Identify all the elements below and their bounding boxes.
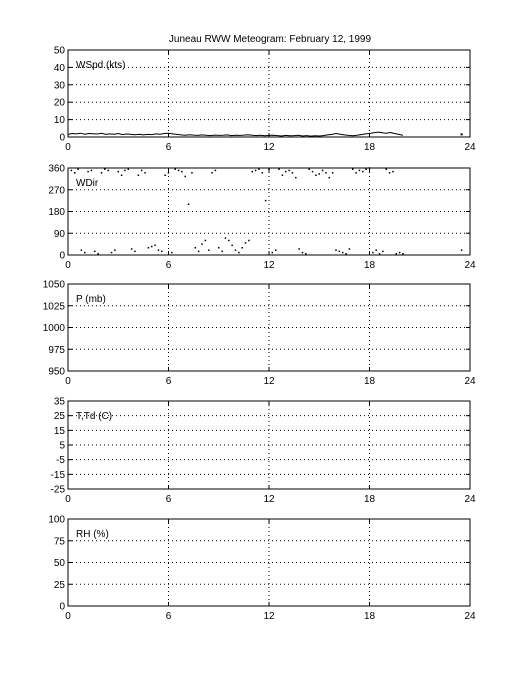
panel-1-xtick-label: 18 (363, 142, 376, 153)
panel-2-data-point (138, 175, 140, 177)
panel-2-ytick-label: 90 (53, 228, 65, 240)
panel-2-data-point (208, 249, 210, 251)
panel-2-data-point (77, 168, 79, 170)
panel-2-data-point (312, 171, 314, 173)
panel-2-xtick-label: 18 (363, 260, 376, 271)
panel-5-xtick-label: 24 (464, 611, 476, 622)
panel-2-data-point (211, 172, 213, 174)
panel-2-ytick-label: 0 (59, 250, 65, 262)
panel-2-data-point (81, 249, 83, 251)
panel-2-data-point (168, 172, 170, 174)
panel-4-xtick-label: 18 (363, 494, 376, 505)
panel-1-series-line (68, 132, 403, 136)
panel-4-ytick-label: -15 (50, 469, 65, 481)
panel-2-data-point (231, 245, 233, 247)
panel-2-data-point (258, 168, 260, 170)
panel-4-xtick-label: 24 (464, 494, 476, 505)
panel-2-data-point (298, 248, 300, 250)
panel-1-ytick-label: 0 (59, 132, 65, 144)
panel-2-data-point (461, 249, 463, 251)
panel-1-series-point (461, 133, 463, 135)
panel-2-data-point (218, 247, 220, 249)
panel-2-xtick-label: 6 (165, 260, 172, 271)
chart-title: Juneau RWW Meteogram: February 12, 1999 (168, 34, 372, 45)
panel-2-xtick-label: 24 (464, 260, 476, 271)
panel-2-data-point (191, 172, 193, 174)
panel-2-data-point (362, 171, 364, 173)
panel-4-ytick-label: -5 (56, 455, 65, 467)
panel-2-xtick-label: 12 (263, 260, 275, 271)
panel-2-data-point (355, 172, 357, 174)
panel-2-data-point (94, 251, 96, 253)
panel-2-data-point (181, 171, 183, 173)
panel-2-data-point (111, 252, 113, 254)
panel-2-data-point (295, 177, 297, 179)
panel-2-data-point (161, 251, 163, 253)
panel-2-data-point (178, 170, 180, 172)
panel-2-data-point (141, 170, 143, 172)
panel-3-xtick-label: 0 (65, 376, 71, 387)
panel-2-data-point (365, 168, 367, 170)
panel-1-label: WSpd (kts) (76, 60, 126, 71)
panel-3-xtick-label: 18 (363, 376, 376, 387)
panel-1-axes-box (68, 50, 470, 137)
panel-2-data-point (107, 170, 109, 172)
panel-2-data-point (322, 170, 324, 172)
panel-2-data-point (396, 253, 398, 255)
panel-2-data-point (174, 168, 176, 170)
panel-2-data-point (288, 170, 290, 172)
panel-2-label: WDir (76, 178, 99, 189)
panel-2-data-point (131, 248, 133, 250)
panel-2-data-point (118, 171, 120, 173)
panel-4-ytick-label: 5 (59, 440, 65, 452)
panel-2-data-point (195, 247, 197, 249)
panel-1-ytick-label: 10 (53, 115, 65, 127)
panel-2-data-point (315, 175, 317, 177)
panel-5-xtick-label: 12 (263, 611, 275, 622)
panel-5-xtick-label: 0 (65, 611, 71, 622)
panel-4-xtick-label: 0 (65, 494, 71, 505)
panel-2-data-point (158, 249, 160, 251)
panel-2-data-point (282, 175, 284, 177)
panel-3-ytick-label: 1050 (42, 279, 65, 291)
panel-2-data-point (128, 168, 130, 170)
panel-2-data-point (325, 172, 327, 174)
panel-1-xtick-label: 0 (65, 142, 71, 153)
panel-2-data-point (154, 245, 156, 247)
panel-5-xtick-label: 18 (363, 611, 376, 622)
panel-2-data-point (148, 247, 150, 249)
panel-4-ytick-label: 25 (53, 411, 65, 423)
panel-2-data-point (399, 252, 401, 254)
panel-2-data-point (386, 168, 388, 170)
panel-2-data-point (272, 252, 274, 254)
panel-3-ytick-label: 1025 (42, 301, 65, 313)
panel-2-data-point (97, 253, 99, 255)
panel-2-data-point (342, 252, 344, 254)
panel-4-ytick-label: 15 (53, 425, 65, 437)
panel-2-data-point (369, 167, 371, 169)
panel-2-data-point (345, 253, 347, 255)
panel-2-data-point (215, 170, 217, 172)
panel-3-xtick-label: 12 (263, 376, 275, 387)
panel-2-ytick-label: 360 (48, 163, 65, 175)
panel-2-data-point (221, 251, 223, 253)
panel-2-data-point (278, 168, 280, 170)
panel-5-label: RH (%) (76, 529, 109, 540)
panel-2-data-point (225, 237, 227, 239)
panel-5-ytick-label: 100 (48, 514, 65, 526)
panel-2-data-point (352, 168, 354, 170)
panel-2-data-point (74, 172, 76, 174)
panel-1-ytick-label: 40 (53, 62, 65, 74)
panel-2-data-point (164, 175, 166, 177)
panel-2-data-point (205, 240, 207, 242)
panel-2-data-point (101, 172, 103, 174)
panel-2-data-point (228, 240, 230, 242)
panel-2-data-point (275, 249, 277, 251)
panel-2-data-point (235, 249, 237, 251)
panel-2-data-point (151, 246, 153, 248)
panel-2-data-point (319, 173, 321, 175)
panel-3-ytick-label: 950 (48, 366, 65, 378)
panel-3-ytick-label: 975 (48, 344, 65, 356)
panel-4-label: T,Td (C) (76, 411, 113, 422)
panel-2-data-point (144, 172, 146, 174)
panel-2-data-point (188, 204, 190, 206)
panel-2-data-point (382, 251, 384, 253)
panel-2-data-point (241, 247, 243, 249)
panel-4-xtick-label: 6 (165, 494, 172, 505)
panel-2-data-point (392, 171, 394, 173)
panel-2-data-point (104, 168, 106, 170)
panel-2-data-point (375, 249, 377, 251)
panel-2-data-point (339, 251, 341, 253)
panel-2-data-point (402, 253, 404, 255)
panel-2-data-point (185, 176, 187, 178)
panel-2-data-point (305, 253, 307, 255)
panel-2-data-point (198, 251, 200, 253)
panel-2-data-point (302, 252, 304, 254)
panel-2-data-point (245, 242, 247, 244)
panel-1-ytick-label: 50 (53, 45, 65, 57)
panel-2-data-point (91, 170, 93, 172)
panel-2-data-point (379, 253, 381, 255)
panel-1-xtick-label: 12 (263, 142, 275, 153)
panel-5-ytick-label: 25 (53, 579, 65, 591)
panel-3-ytick-label: 1000 (42, 323, 65, 334)
panel-2-data-point (329, 177, 331, 179)
panel-2-data-point (84, 252, 86, 254)
panel-3-label: P (mb) (76, 294, 106, 305)
panel-2-data-point (268, 168, 270, 170)
panel-2-data-point (124, 170, 126, 172)
panel-2-data-point (332, 172, 334, 174)
panel-5-xtick-label: 6 (165, 611, 172, 622)
panel-4-xtick-label: 12 (263, 494, 275, 505)
panel-2-data-point (134, 251, 136, 253)
panel-1-ytick-label: 30 (53, 80, 65, 92)
panel-2-data-point (308, 168, 310, 170)
panel-2-data-point (285, 171, 287, 173)
panel-3-xtick-label: 6 (165, 376, 172, 387)
panel-1-xtick-label: 24 (464, 142, 476, 153)
panel-2-data-point (248, 240, 250, 242)
panel-2-data-point (171, 252, 173, 254)
panel-1-xtick-label: 6 (165, 142, 172, 153)
panel-2-data-point (87, 171, 89, 173)
panel-2-data-point (359, 170, 361, 172)
panel-2-data-point (389, 172, 391, 174)
panel-2-data-point (71, 170, 73, 172)
panel-2-data-point (292, 172, 294, 174)
panel-3-xtick-label: 24 (464, 376, 476, 387)
panel-2-data-point (114, 249, 116, 251)
panel-2-data-point (238, 252, 240, 254)
panel-2-ytick-label: 180 (48, 207, 65, 218)
panel-2-data-point (349, 248, 351, 250)
panel-1-ytick-label: 20 (53, 97, 65, 109)
panel-5-ytick-label: 75 (53, 536, 65, 548)
panel-5-ytick-label: 50 (53, 558, 65, 569)
panel-2-data-point (265, 200, 267, 202)
panel-4-ytick-label: -25 (50, 484, 65, 496)
panel-4-ytick-label: 35 (53, 396, 65, 408)
panel-2-data-point (262, 172, 264, 174)
panel-2-data-point (201, 243, 203, 245)
panel-2-data-point (121, 175, 123, 177)
panel-2-ytick-label: 270 (48, 185, 65, 197)
panel-2-data-point (252, 171, 254, 173)
panel-2-data-point (372, 252, 374, 254)
panel-2-data-point (255, 170, 257, 172)
panel-2-xtick-label: 0 (65, 260, 71, 271)
panel-5-ytick-label: 0 (59, 601, 65, 613)
panel-2-data-point (335, 249, 337, 251)
